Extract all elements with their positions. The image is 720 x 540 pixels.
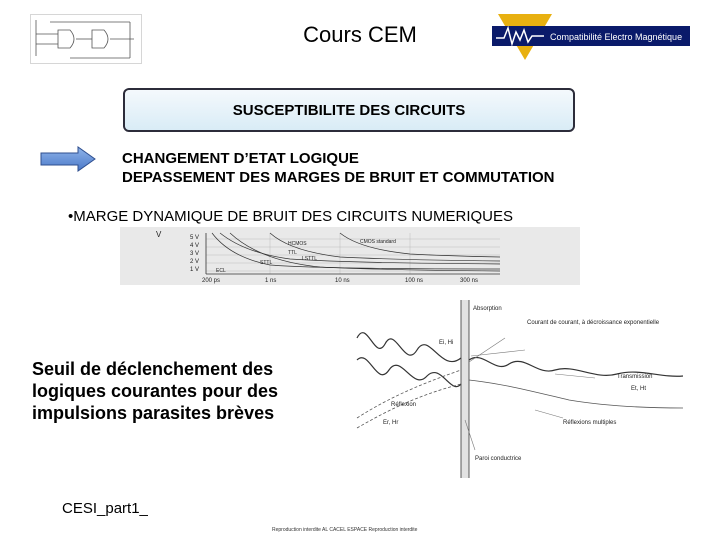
- threshold-caption: Seuil de déclenchement des logiques courantes pour des impulsions parasites brèves: [32, 359, 279, 423]
- chart-y-tick: 3 V: [190, 251, 200, 257]
- chart-series-label: HCMOS: [288, 241, 307, 247]
- chart-y-tick: 4 V: [190, 243, 200, 249]
- consequence-line-1: CHANGEMENT D’ETAT LOGIQUE: [122, 150, 359, 167]
- cem-logo: [492, 12, 690, 62]
- chart-y-label: V: [156, 230, 162, 239]
- wave-label-ei: Ei, Hi: [439, 340, 454, 346]
- footer-part-label: CESI_part1_: [62, 500, 148, 517]
- chart-x-tick: 200 ps: [202, 278, 221, 284]
- logo-text: Compatibilité Electro Magnétique: [550, 32, 683, 42]
- chart-x-tick: 1 ns: [265, 278, 277, 284]
- wave-label-et: Et, Ht: [631, 386, 647, 392]
- chart-y-tick: 1 V: [190, 267, 200, 273]
- footer-copyright: Reproduction interdite AL CACEL ESPACE Reproduction interdite: [272, 527, 418, 533]
- bullet-text: •MARGE DYNAMIQUE DE BRUIT DES CIRCUITS NUMERIQUES: [68, 208, 514, 225]
- chart-series-label: STTL: [260, 260, 273, 266]
- wave-label-absorption: Absorption: [473, 306, 502, 312]
- wave-label-current: Courant de courant, à décroissance exponentielle: [527, 320, 660, 326]
- wave-label-multiple: Réflexions multiples: [563, 420, 617, 426]
- chart-series-label: CMOS standard: [360, 239, 396, 245]
- chart-series-label: TTL: [288, 250, 297, 256]
- arrow-right-icon: [40, 146, 96, 172]
- chart-x-tick: 300 ns: [460, 278, 479, 284]
- logic-gate-diagram: [30, 14, 142, 64]
- chart-series-label: ECL: [216, 268, 226, 274]
- noise-margin-chart: [120, 227, 580, 285]
- wave-label-er: Er, Hr: [383, 420, 399, 426]
- slide-title: Cours CEM: [303, 22, 417, 47]
- wave-label-transmission: Transmission: [617, 374, 653, 380]
- wave-label-reflexion: Réflexion: [391, 402, 417, 408]
- section-title-box: [123, 88, 575, 132]
- chart-x-tick: 100 ns: [405, 278, 424, 284]
- wave-label-wall: Paroi conductrice: [475, 456, 522, 462]
- chart-series-label: LSTTL: [302, 256, 318, 262]
- chart-y-tick: 5 V: [190, 235, 200, 241]
- shielding-wave-figure: [355, 300, 685, 478]
- section-title: SUSCEPTIBILITE DES CIRCUITS: [232, 101, 466, 119]
- consequence-line-2: DEPASSEMENT DES MARGES DE BRUIT ET COMMUTATION: [122, 169, 555, 186]
- chart-x-tick: 10 ns: [335, 278, 350, 284]
- chart-y-tick: 2 V: [190, 259, 200, 265]
